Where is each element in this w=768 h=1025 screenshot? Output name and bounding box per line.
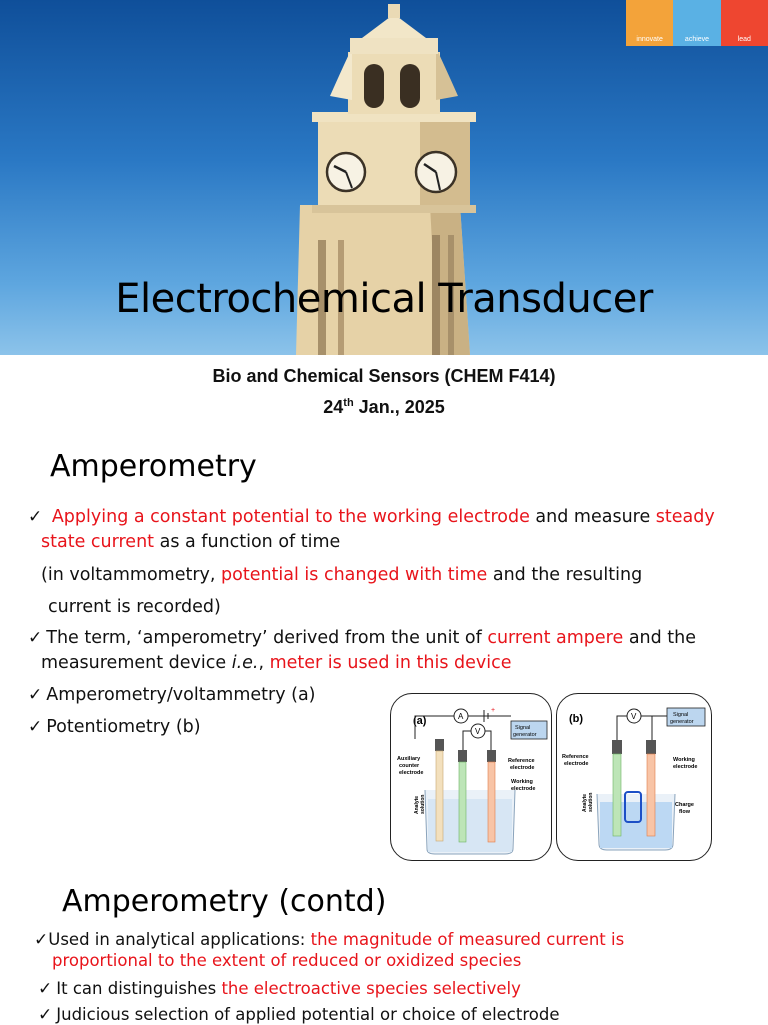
analyte-label-line1: Analyte — [414, 795, 420, 814]
bullet-term-origin-cont — [41, 651, 512, 675]
text-plain: measurement device — [41, 653, 232, 673]
date-rest: Jan., 2025 — [353, 397, 445, 417]
text-plain: The term, ‘amperometry’ derived from the unit of — [46, 628, 488, 648]
check-icon: ✓ — [28, 685, 43, 705]
charge-label-line2: flow — [679, 809, 690, 815]
bullet-term-origin — [28, 626, 768, 650]
analyte-label-line2: solution — [420, 794, 426, 814]
work-label-line1: Working — [511, 779, 533, 785]
voltammetry-note-line2: current is recorded) — [48, 597, 221, 617]
text-red: meter is used in this device — [269, 653, 512, 673]
diagram-potentiometry — [556, 693, 712, 861]
ref-label-line2: electrode — [564, 761, 589, 767]
text-plain: (in voltammometry, — [41, 565, 222, 585]
logo-word-achieve: achieve — [684, 36, 710, 43]
check-icon: ✓ — [28, 628, 43, 648]
text-plain: , — [258, 653, 270, 673]
amperometry-cell-illustration — [391, 694, 551, 860]
text-plain: and measure — [529, 507, 656, 527]
bullet-analytical-applications-cont — [52, 951, 521, 971]
section-heading-amperometry: Amperometry — [50, 449, 257, 484]
slide-title: Electrochemical Transducer — [115, 276, 653, 322]
text-red: proportional to the extent of reduced or oxidized species — [52, 951, 522, 970]
charge-label-line1: Charge — [675, 802, 694, 808]
text-plain: and the resulting — [487, 565, 643, 585]
potentiometry-cell-illustration — [557, 694, 711, 860]
signal-label-line2: generator — [670, 719, 694, 725]
bullet-potentiometry-b — [28, 715, 201, 739]
text-red: current ampere — [487, 628, 624, 648]
hero-banner — [0, 0, 768, 355]
signal-label-line1: Signal — [515, 725, 531, 731]
diagram-amperometry — [390, 693, 552, 861]
logo-word-innovate: innovate — [636, 36, 663, 43]
analyte-label-line1: Analyte — [582, 793, 588, 812]
work-label-line2: electrode — [673, 764, 698, 770]
work-label-line1: Working — [673, 757, 695, 763]
check-icon: ✓ — [38, 979, 53, 999]
voltammetry-note-line1 — [41, 563, 642, 587]
text-red: the electroactive species selectively — [221, 979, 521, 998]
bullet-amperometry-a — [28, 683, 316, 707]
check-icon: ✓ — [38, 1005, 53, 1025]
ammeter-symbol: A — [458, 712, 464, 721]
signal-label-line2: generator — [513, 732, 537, 738]
logo-word-lead: lead — [737, 36, 751, 43]
check-icon: ✓ — [34, 930, 49, 950]
ref-label-line2: electrode — [510, 765, 535, 771]
battery-plus-sign: + — [491, 707, 496, 714]
aux-label-line1: Auxiliary — [397, 756, 421, 762]
voltmeter-symbol: V — [475, 727, 481, 736]
bullet-analytical-applications — [34, 930, 764, 950]
bullet-judicious-selection — [38, 1005, 560, 1025]
date-suffix: th — [343, 397, 354, 409]
analyte-label-line2: solution — [588, 792, 594, 812]
text-plain: and the — [623, 628, 697, 648]
work-label-line2: electrode — [511, 786, 536, 792]
course-name: Bio and Chemical Sensors (CHEM F414) — [212, 366, 556, 386]
ref-label-line1: Reference — [562, 754, 589, 760]
bullet-constant-potential — [28, 505, 768, 529]
date-day: 24 — [323, 397, 344, 417]
text-plain: Potentiometry (b) — [46, 717, 201, 737]
ref-label-line1: Reference — [508, 758, 535, 764]
diagram-a-label: (a) — [413, 715, 427, 727]
text-italic: i.e. — [231, 653, 259, 673]
text-red: the magnitude of measured current is — [310, 930, 625, 949]
text-red: Applying a constant potential to the working electrode — [51, 507, 530, 527]
signal-label-line1: Signal — [673, 712, 689, 718]
voltmeter-symbol: V — [631, 712, 637, 721]
logo-segment-orange — [626, 0, 673, 46]
diagram-b-label: (b) — [569, 713, 584, 725]
check-icon: ✓ — [28, 717, 43, 737]
text-plain: Used in analytical applications: — [48, 930, 311, 949]
bullet-constant-potential-cont — [41, 530, 340, 554]
text-red: state current — [41, 532, 155, 552]
logo-segment-blue — [673, 0, 720, 46]
text-plain: Judicious selection of applied potential or choice of electrode — [56, 1005, 560, 1024]
text-plain: It can distinguishes — [56, 979, 222, 998]
text-red: steady — [655, 507, 715, 527]
text-plain: as a function of time — [154, 532, 341, 552]
aux-label-line2: counter — [399, 763, 420, 769]
text-plain: Amperometry/voltammetry (a) — [46, 685, 316, 705]
aux-label-line3: electrode — [399, 770, 424, 776]
text-red: potential is changed with time — [221, 565, 488, 585]
lecture-date — [0, 397, 768, 418]
logo-segment-red — [721, 0, 768, 46]
bullet-electroactive-species — [38, 979, 521, 999]
institute-logo — [626, 0, 768, 46]
check-icon: ✓ — [28, 507, 43, 527]
section-heading-amperometry-contd: Amperometry (contd) — [62, 884, 387, 919]
